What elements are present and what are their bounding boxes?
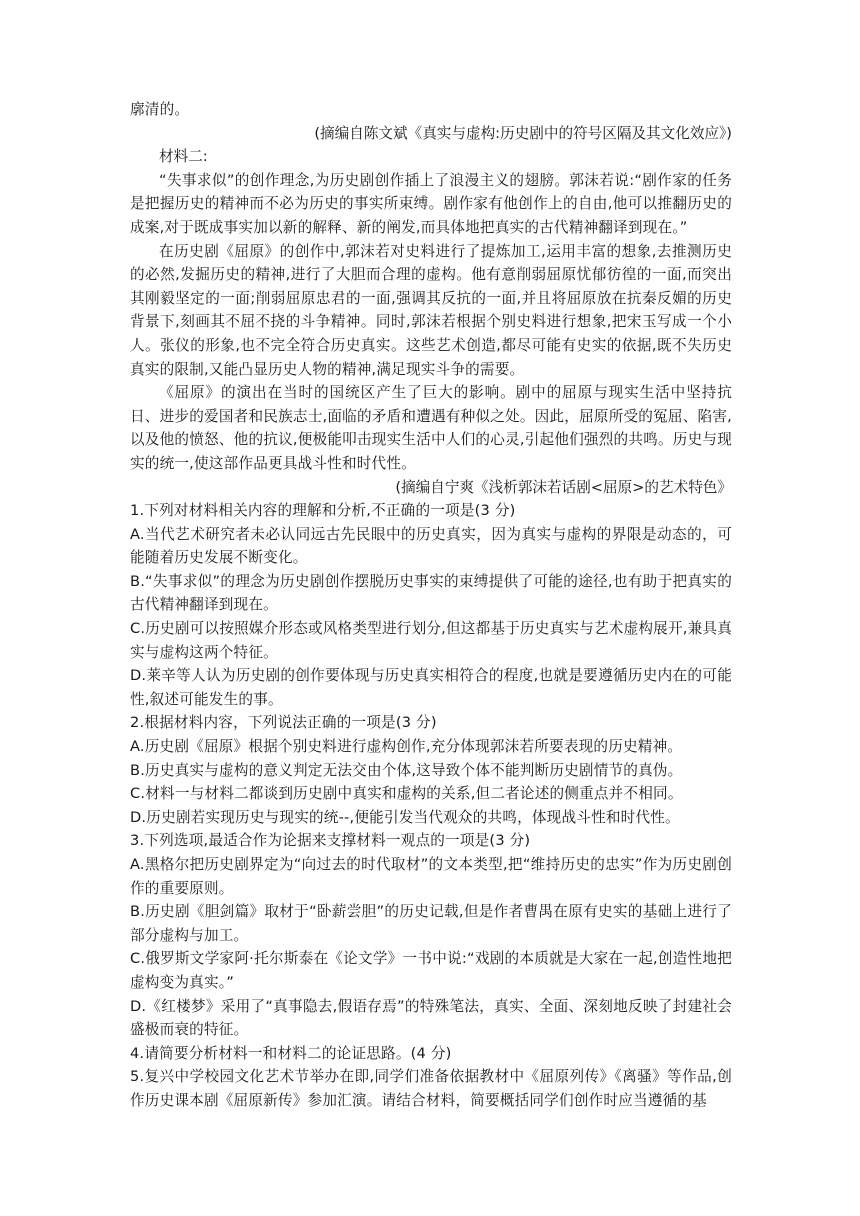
exam-page (130, 98, 732, 1113)
option-b: B.历史剧《胆剑篇》取材于“卧薪尝胆”的历史记载,但是作者曹禺在原有史实的基础上进行了部分虚构与加工。 (130, 903, 732, 944)
question-stem: 1.下列对材料相关内容的理解和分析,不正确的一项是(3 分) (130, 502, 516, 520)
option-c: C.历史剧可以按照媒介形态或风格类型进行划分,但这都基于历史真实与艺术虚构展开,兼具真实与虚构这两个特征。 (130, 620, 732, 661)
option-b: B.“失事求似”的理念为历史剧创作摆脱历史事实的束缚提供了可能的途径,也有助于把真实的古代精神翻译到现在。 (130, 572, 732, 614)
option-d: D.《红楼梦》采用了“真事隐去,假语存焉”的特殊笔法，真实、全面、深刻地反映了封建社会盛极而衰的特征。 (130, 997, 732, 1039)
material2-label: 材料二: (159, 148, 208, 166)
question-4 (130, 1042, 732, 1066)
material2-source: (摘编自宁爽《浅析郭沫若话剧<屈原>的艺术特色》 (395, 478, 732, 496)
question-stem: 3.下列选项,最适合作为论据来支撑材料一观点的一项是(3 分) (130, 832, 531, 850)
option-a: A.当代艺术研究者未必认同远古先民眼中的历史真实，因为真实与虚构的界限是动态的，可能随着历史发展不断变化。 (130, 525, 732, 567)
option-c: C.俄罗斯文学家阿·托尔斯泰在《论文学》一书中说:“戏剧的本质就是大家在一起,创造性地把虚构变为真实。” (130, 950, 732, 991)
question-3 (130, 829, 732, 1041)
question-stem: 5.复兴中学校园文化艺术节举办在即,同学们准备依据教材中《屈原列传》《离骚》等作品,创作历史课本剧《屈原新传》参加汇演。请结合材料，简要概括同学们创作时应当遵循的基 (130, 1068, 732, 1109)
material1-source: (摘编自陈文斌《真实与虚构:历史剧中的符号区隔及其文化效应》) (314, 124, 732, 142)
material1-tail: 廓清的。 (130, 101, 190, 118)
option-b: B.历史真实与虚构的意义判定无法交由个体,这导致个体不能判断历史剧情节的真伪。 (130, 761, 683, 779)
option-c: C.材料一与材料二都谈到历史剧中真实和虚构的关系,但二者论述的侧重点并不相同。 (130, 785, 683, 803)
material2-paragraph: 《屈原》的演出在当时的国统区产生了巨大的影响。剧中的屈原与现实生活中坚持抗日、进步的爱国者和民族志士,面临的矛盾和遭遇有种似之处。因此，屈原所受的冤屈、陷害,以及他的愤怒、他的抗议,便极能叩击现实生活中人们的心灵,引起他们强烈的共鸣。历史与现实的统一,使这部作品更具战斗性和时代性。 (130, 384, 732, 472)
question-5 (130, 1065, 732, 1112)
option-d: D.莱辛等人认为历史剧的创作要体现与历史真实相符合的程度,也就是要遵循历史内在的可能性,叙述可能发生的事。 (130, 667, 732, 708)
option-a: A.历史剧《屈原》根据个别史料进行虚构创作,充分体现郭沫若所要表现的历史精神。 (130, 738, 683, 756)
material2-paragraph: 在历史剧《屈原》的创作中,郭沫若对史料进行了提炼加工,运用丰富的想象,去推测历史的必然,发掘历史的精神,进行了大胆而合理的虚构。他有意削弱屈原忧郁彷徨的一面,而突出其刚毅坚定的一面;削弱屈原忠君的一面,强调其反抗的一面,并且将屈原放在抗秦反媚的历史背景下,刻画其不屈不挠的斗争精神。同时,郭沫若根据个别史料进行想象,把宋玉写成一个小人。张仪的形象,也不完全符合历史真实。这些艺术创造,都尽可能有史实的依据,既不失历史真实的限制,又能凸显历史人物的精神,满足现实斗争的需要。 (130, 242, 732, 378)
question-stem: 2.根据材料内容，下列说法正确的一项是(3 分) (130, 714, 437, 732)
question-stem: 4.请简要分析材料一和材料二的论证思路。(4 分) (130, 1044, 452, 1062)
material2-paragraph: “失事求似”的创作理念,为历史剧创作插上了浪漫主义的翅膀。郭沫若说:“剧作家的任务是把握历史的精神而不必为历史的事实所束缚。剧作家有他创作上的自由,他可以推翻历史的成案,对于既成事实加以新的解释、新的阐发,而具体地把真实的古代精神翻译到现在。” (130, 171, 732, 236)
option-a: A.黑格尔把历史剧界定为“向过去的时代取材”的文本类型,把“维持历史的忠实”作为历史剧创作的重要原则。 (130, 856, 732, 897)
question-1 (130, 499, 732, 711)
option-d: D.历史剧若实现历史与现实的统--,便能引发当代观众的共鸣，体现战斗性和时代性。 (130, 808, 680, 826)
question-2 (130, 711, 732, 829)
